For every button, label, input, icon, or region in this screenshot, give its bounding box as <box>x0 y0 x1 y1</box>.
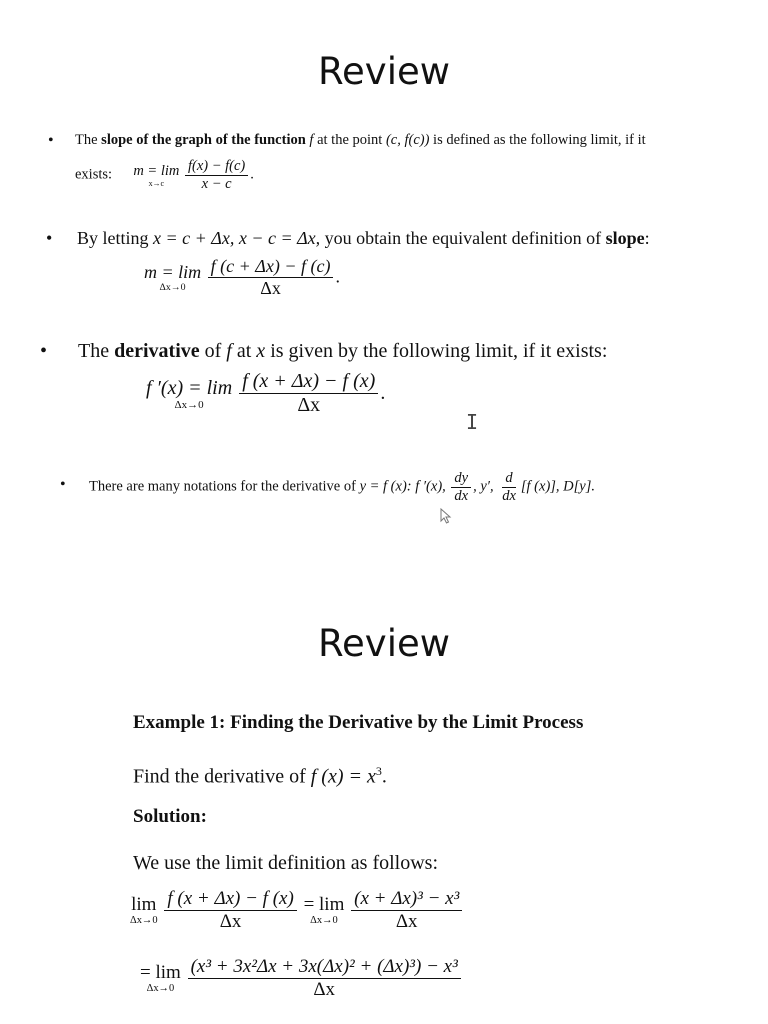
period: . <box>335 266 340 287</box>
bullet-dot: • <box>48 132 54 149</box>
text: of <box>199 340 227 362</box>
text: : <box>644 228 650 248</box>
text: The <box>75 132 102 148</box>
limit-line-2 <box>140 956 463 1001</box>
slope-fraction: $\frac{f(x) - f(c)}{x - c}$ <box>185 158 248 192</box>
period: . <box>380 382 386 404</box>
exponent: 3 <box>375 764 382 778</box>
solution-label: Solution: <box>133 806 207 827</box>
bullet-dot: • <box>46 228 53 248</box>
period: . <box>381 765 387 788</box>
text: is given by the following limit, if it exists: <box>265 340 608 362</box>
limit-operator: f ′(x) = lim Δx→0 <box>146 376 233 411</box>
limit-operator: = lim Δx→0 <box>140 962 181 995</box>
math-substitution: x = c + Δx, x − c = Δx, <box>153 228 321 248</box>
example-heading: Example 1: Finding the Derivative by the Limit Process <box>133 712 584 733</box>
mouse-pointer-icon <box>440 508 452 524</box>
math-f: f <box>309 132 314 148</box>
bold-text: derivative <box>114 340 200 362</box>
text: There are many notations for the derivative of <box>89 478 360 495</box>
limit-operator: m = lim Δx→0 <box>144 261 202 293</box>
slide-1-title: Review <box>317 50 450 93</box>
limit-intro-text: We use the limit definition as follows: <box>133 852 439 874</box>
math-x: x <box>256 340 266 362</box>
math-f: f <box>226 340 232 362</box>
text: is defined as the following limit, if it <box>429 132 646 148</box>
text: you obtain the equivalent definition of <box>320 228 606 248</box>
math-function: f (x) = x <box>310 765 376 788</box>
text: at <box>231 340 257 362</box>
bullet-dot: • <box>60 476 66 493</box>
math-point: (c, f(c)) <box>385 132 430 148</box>
bold-text: slope of the graph of the function <box>101 132 306 148</box>
text: Find the derivative of <box>133 765 311 788</box>
slide-2-title: Review <box>317 622 450 665</box>
math-fprime: f ′(x), <box>415 478 446 495</box>
text: exists: <box>75 166 113 183</box>
math-notations-tail: [f (x)], D[y]. <box>520 478 595 495</box>
bullet-dot: • <box>40 340 48 362</box>
find-derivative-prompt <box>133 764 387 789</box>
limit-operator: m = lim x→c <box>133 162 180 188</box>
dy-dx-fraction: $\frac{dy}{dx}$ <box>451 470 471 504</box>
limit-fraction-3: $\frac{\text{(x³ + 3x²Δx + 3x(Δx)² + (Δx)³) − x³}}{\Delta x}$ <box>188 956 461 1001</box>
math-y: y = f (x): <box>359 478 412 495</box>
limit-line-1 <box>130 888 464 933</box>
limit-operator: = lim Δx→0 <box>303 894 345 927</box>
text: The <box>78 340 115 362</box>
slope-fraction-delta: $\frac{f (c + \Delta x) - f (c)}{\Delta x}$ <box>208 256 334 298</box>
derivative-fraction: $\frac{f (x + \Delta x) - f (x)}{\Delta x}$ <box>239 370 378 417</box>
limit-operator: lim Δx→0 <box>130 894 158 927</box>
text: By letting <box>77 228 153 248</box>
bold-text: slope <box>605 228 645 248</box>
text-cursor-icon: I <box>466 410 479 434</box>
period: . <box>250 166 254 183</box>
limit-fraction-2: $\frac{\text{(x + Δx)³ − x³}}{\Delta x}$ <box>351 888 462 933</box>
slide-2 <box>0 580 768 1024</box>
math-yprime: , y′, <box>473 478 494 495</box>
text: at the point <box>313 132 386 148</box>
d-dx-fraction: $\frac{d}{dx}$ <box>502 470 516 504</box>
limit-fraction-1: $\frac{f (x + \Delta x) - f (x)}{\Delta x}$ <box>164 888 296 933</box>
